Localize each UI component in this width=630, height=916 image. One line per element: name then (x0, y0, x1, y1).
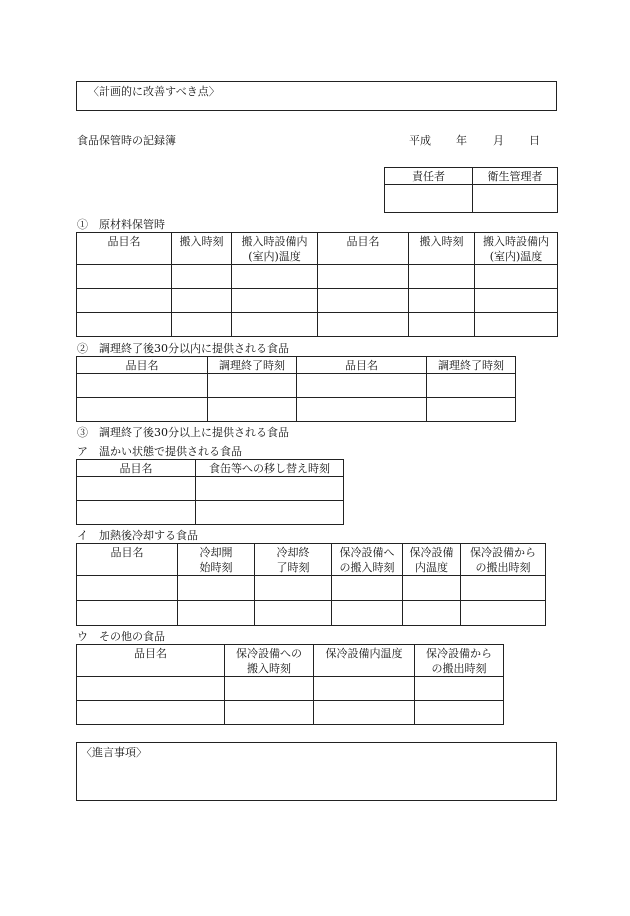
table-cell[interactable] (232, 289, 318, 313)
s1-col-arrival-time-2: 搬入時刻 (409, 233, 475, 265)
hygiene-manager-stamp-cell[interactable] (473, 185, 558, 213)
table-cell[interactable] (297, 374, 427, 398)
table-cell[interactable] (208, 374, 297, 398)
table-cell[interactable] (318, 289, 409, 313)
signature-table (384, 167, 558, 213)
table-cell[interactable] (409, 265, 475, 289)
section3a-table (76, 459, 344, 525)
table-cell[interactable] (475, 313, 558, 337)
date-day: 日 (529, 134, 540, 147)
table-cell[interactable] (77, 289, 172, 313)
date-era: 平成 (409, 134, 431, 147)
table-cell[interactable] (172, 265, 232, 289)
table-cell[interactable] (77, 677, 225, 701)
s3c-col-item: 品目名 (77, 645, 225, 677)
s1-col-arrival-temp: 搬入時設備内 (室内)温度 (232, 233, 318, 265)
section3-title: ③ 調理終了後30分以上に提供される食品 (77, 426, 289, 439)
section2-table (76, 356, 516, 422)
s3b-col-storage-in: 保冷設備へ の搬入時刻 (332, 544, 403, 576)
table-cell[interactable] (77, 576, 178, 601)
table-cell[interactable] (415, 677, 504, 701)
table-cell[interactable] (225, 677, 314, 701)
s3a-col-transfer-time: 食缶等への移し替え時刻 (196, 460, 344, 477)
responsible-stamp-cell[interactable] (385, 185, 473, 213)
s2-col-item: 品目名 (77, 357, 208, 374)
table-cell[interactable] (332, 576, 403, 601)
page-title: 食品保管時の記録簿 (77, 134, 176, 147)
table-cell[interactable] (255, 576, 332, 601)
table-cell[interactable] (225, 701, 314, 725)
s3b-col-cool-end: 冷却終 了時刻 (255, 544, 332, 576)
table-cell[interactable] (475, 289, 558, 313)
responsible-header: 責任者 (385, 168, 473, 185)
advice-label: 〈進言事項〉 (81, 746, 147, 759)
s3b-col-storage-out: 保冷設備から の搬出時刻 (461, 544, 546, 576)
section1-title: ① 原材料保管時 (77, 218, 165, 231)
table-cell[interactable] (172, 289, 232, 313)
table-cell[interactable] (403, 576, 461, 601)
table-row (77, 501, 344, 525)
s3a-col-item: 品目名 (77, 460, 196, 477)
table-row (77, 601, 546, 626)
table-row (77, 677, 504, 701)
table-cell[interactable] (208, 398, 297, 422)
table-cell[interactable] (314, 677, 415, 701)
s3b-col-storage-temp: 保冷設備 内温度 (403, 544, 461, 576)
table-cell[interactable] (427, 398, 516, 422)
table-row (77, 701, 504, 725)
table-cell[interactable] (77, 398, 208, 422)
s1-col-arrival-time: 搬入時刻 (172, 233, 232, 265)
improvement-label: 〈計画的に改善すべき点〉 (88, 85, 220, 98)
table-cell[interactable] (196, 477, 344, 501)
date-month: 月 (493, 134, 504, 147)
section3c-title: ウ その他の食品 (77, 630, 165, 643)
section3c-table (76, 644, 504, 725)
table-cell[interactable] (314, 701, 415, 725)
table-cell[interactable] (427, 374, 516, 398)
table-cell[interactable] (77, 313, 172, 337)
table-cell[interactable] (461, 576, 546, 601)
s3c-col-storage-in: 保冷設備への 搬入時刻 (225, 645, 314, 677)
section3a-title: ア 温かい状態で提供される食品 (77, 445, 242, 458)
table-cell[interactable] (403, 601, 461, 626)
s1-col-item-2: 品目名 (318, 233, 409, 265)
s3c-col-storage-out: 保冷設備から の搬出時刻 (415, 645, 504, 677)
date-year: 年 (456, 134, 467, 147)
table-cell[interactable] (409, 289, 475, 313)
s1-col-item: 品目名 (77, 233, 172, 265)
section3b-title: イ 加熱後冷却する食品 (77, 529, 198, 542)
s3b-col-cool-start: 冷却開 始時刻 (178, 544, 255, 576)
table-cell[interactable] (178, 601, 255, 626)
table-row (77, 289, 558, 313)
section2-title: ② 調理終了後30分以内に提供される食品 (77, 342, 289, 355)
table-row (77, 576, 546, 601)
hygiene-manager-header: 衛生管理者 (473, 168, 558, 185)
improvement-box[interactable] (76, 81, 557, 111)
table-cell[interactable] (196, 501, 344, 525)
table-row (77, 398, 516, 422)
table-cell[interactable] (415, 701, 504, 725)
table-cell[interactable] (461, 601, 546, 626)
table-cell[interactable] (318, 313, 409, 337)
table-cell[interactable] (255, 601, 332, 626)
section3b-table (76, 543, 546, 626)
s2-col-item-2: 品目名 (297, 357, 427, 374)
table-cell[interactable] (77, 477, 196, 501)
table-cell[interactable] (475, 265, 558, 289)
table-cell[interactable] (332, 601, 403, 626)
table-cell[interactable] (297, 398, 427, 422)
s3c-col-storage-temp: 保冷設備内温度 (314, 645, 415, 677)
table-cell[interactable] (77, 265, 172, 289)
table-row (77, 477, 344, 501)
s2-col-finish-time: 調理終了時刻 (208, 357, 297, 374)
section1-table (76, 232, 558, 337)
table-row (77, 374, 516, 398)
table-row (77, 313, 558, 337)
table-cell[interactable] (232, 313, 318, 337)
table-cell[interactable] (172, 313, 232, 337)
table-cell[interactable] (77, 601, 178, 626)
s2-col-finish-time-2: 調理終了時刻 (427, 357, 516, 374)
table-cell[interactable] (178, 576, 255, 601)
table-cell[interactable] (409, 313, 475, 337)
s3b-col-item: 品目名 (77, 544, 178, 576)
table-row (77, 265, 558, 289)
table-cell[interactable] (77, 701, 225, 725)
advice-box[interactable] (76, 742, 557, 801)
table-cell[interactable] (232, 265, 318, 289)
table-cell[interactable] (318, 265, 409, 289)
s1-col-arrival-temp-2: 搬入時設備内 (室内)温度 (475, 233, 558, 265)
table-cell[interactable] (77, 501, 196, 525)
table-cell[interactable] (77, 374, 208, 398)
